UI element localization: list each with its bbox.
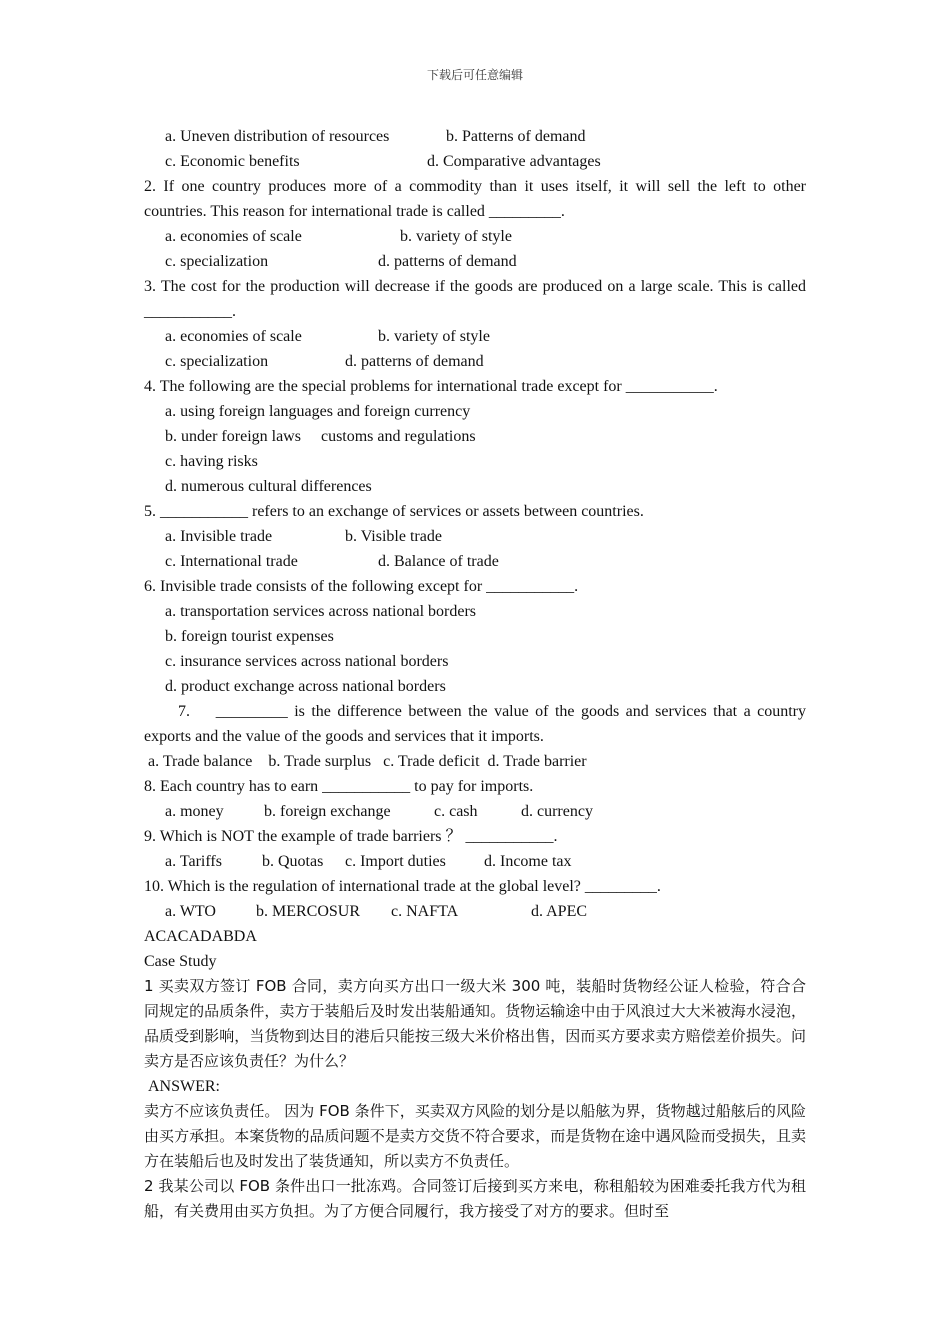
q6-option-b: b. foreign tourist expenses xyxy=(165,628,334,645)
q9-text: 9. Which is NOT the example of trade barriers ？ ___________. xyxy=(144,828,558,845)
q5-option-b: b. Visible trade xyxy=(345,528,442,545)
q8-option-d: d. currency xyxy=(521,803,593,820)
q5-options-row-2 xyxy=(144,549,806,574)
q5-text: 5. ___________ refers to an exchange of services or assets between countries. xyxy=(144,503,644,520)
case1-answer-label: ANSWER: xyxy=(148,1078,220,1095)
q2-option-b: b. variety of style xyxy=(400,228,512,245)
page-header: 下载后可任意编辑 xyxy=(426,68,523,82)
q5-options-row-1 xyxy=(144,524,806,549)
document-body xyxy=(144,124,810,1224)
q1-options-row-2 xyxy=(144,149,806,174)
q1-options-row-1 xyxy=(144,124,806,149)
answer-key: ACACADABDA xyxy=(144,928,257,945)
q10-option-d: d. APEC xyxy=(531,903,588,920)
q10-options-row xyxy=(144,899,806,924)
q3-options-row-2 xyxy=(144,349,806,374)
q6-option-d: d. product exchange across national borders xyxy=(165,678,446,695)
q9-option-d: d. Income tax xyxy=(484,853,572,870)
q2-option-d: d. patterns of demand xyxy=(378,253,517,270)
q2-options-row-2 xyxy=(144,249,806,274)
q9-option-b: b. Quotas xyxy=(262,853,324,870)
case1-answer: 卖方不应该负责任。 因为 FOB 条件下，买卖双方风险的划分是以船舷为界，货物越过船舷后的风险由买方承担。本案货物的品质问题不是卖方交货不符合要求，而是货物在途中遇风险而受损失，且卖方在装船后也及时发出了装货通知，所以卖方不负责任。 xyxy=(144,1102,806,1170)
q3-option-d: d. patterns of demand xyxy=(345,353,484,370)
q7-text: 7. _________ is the difference between the value of the goods and services that a country exports and the value of the goods and services that it imports. xyxy=(144,703,810,745)
q3-option-c: c. specialization xyxy=(165,353,269,370)
q2-option-c: c. specialization xyxy=(165,253,269,270)
q8-options-row xyxy=(144,799,806,824)
q10-option-a: a. WTO xyxy=(165,903,216,920)
q4-option-d: d. numerous cultural differences xyxy=(165,478,372,495)
q4-text: 4. The following are the special problems for international trade except for ___________. xyxy=(144,378,718,395)
case1-question: 1 买卖双方签订 FOB 合同，卖方向买方出口一级大米 300 吨，装船时货物经公证人检验，符合合同规定的品质条件，卖方于装船后及时发出装船通知。货物运输途中由于风浪过大大米被海水浸泡，品质受到影响，当货物到达目的港后只能按三级大米价格出售，因而买方要求卖方赔偿差价损失。问卖方是否应该负责任？为什么？ xyxy=(144,977,806,1070)
q4-option-b: b. under foreign laws customs and regulations xyxy=(165,428,476,445)
q8-option-c: c. cash xyxy=(434,803,478,820)
q1-option-a: a. Uneven distribution of resources xyxy=(165,128,390,145)
q1-option-d: d. Comparative advantages xyxy=(427,153,601,170)
q3-option-b: b. variety of style xyxy=(378,328,490,345)
q10-option-b: b. MERCOSUR xyxy=(256,903,361,920)
q8-option-b: b. foreign exchange xyxy=(264,803,391,820)
q1-option-c: c. Economic benefits xyxy=(165,153,300,170)
q1-option-b: b. Patterns of demand xyxy=(446,128,586,145)
q2-option-a: a. economies of scale xyxy=(165,228,302,245)
q5-option-c: c. International trade xyxy=(165,553,298,570)
q6-option-a: a. transportation services across national borders xyxy=(165,603,477,620)
q4-option-c: c. having risks xyxy=(165,453,258,470)
q4-option-a: a. using foreign languages and foreign currency xyxy=(165,403,471,420)
q2-text: 2. If one country produces more of a commodity than it uses itself, it will sell the left to other countries. This reason for international trade is called _________. xyxy=(144,178,806,220)
q6-text: 6. Invisible trade consists of the following except for ___________. xyxy=(144,578,579,595)
q9-option-c: c. Import duties xyxy=(345,853,446,870)
q3-text: 3. The cost for the production will decrease if the goods are produced on a large scale. This is called ___________. xyxy=(144,278,806,320)
q9-options-row xyxy=(144,849,806,874)
case-study-title: Case Study xyxy=(144,953,217,970)
q8-text: 8. Each country has to earn ___________ to pay for imports. xyxy=(144,778,534,795)
q3-option-a: a. economies of scale xyxy=(165,328,302,345)
q10-option-c: c. NAFTA xyxy=(391,903,459,920)
q5-option-a: a. Invisible trade xyxy=(165,528,273,545)
q2-options-row-1 xyxy=(144,224,806,249)
q6-option-c: c. insurance services across national borders xyxy=(165,653,449,670)
q5-option-d: d. Balance of trade xyxy=(378,553,499,570)
q10-text: 10. Which is the regulation of international trade at the global level? _________. xyxy=(144,878,661,895)
case2-question: 2 我某公司以 FOB 条件出口一批冻鸡。合同签订后接到买方来电，称租船较为困难委托我方代为租船，有关费用由买方负担。为了方便合同履行，我方接受了对方的要求。但时至 xyxy=(144,1177,806,1220)
q7-options: a. Trade balance b. Trade surplus c. Trade deficit d. Trade barrier xyxy=(148,753,587,770)
q8-option-a: a. money xyxy=(165,803,224,820)
q3-options-row-1 xyxy=(144,324,806,349)
q9-option-a: a. Tariffs xyxy=(165,853,222,870)
